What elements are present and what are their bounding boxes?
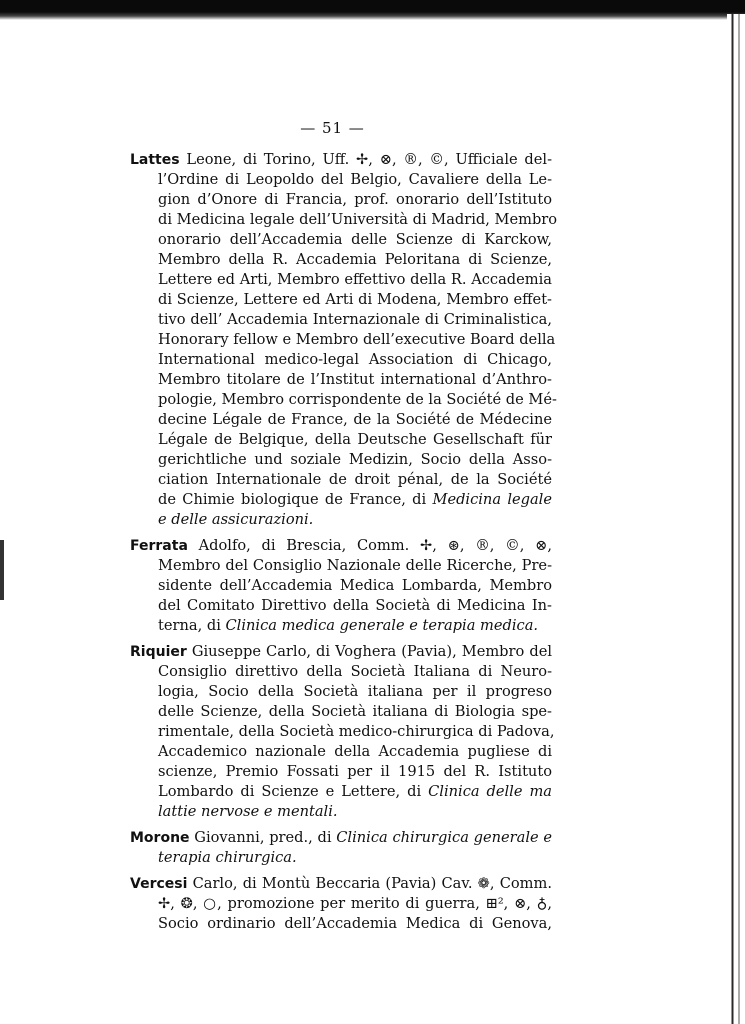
course-title: Clinica chirurgica generale e: [336, 829, 553, 846]
entry-text: Giovanni, pred., di: [194, 829, 332, 846]
entry-line: Membro della R. Accademia Peloritana di Scienze,: [158, 251, 552, 268]
entry-line: [130, 782, 552, 802]
entry-line: logia, Socio della Società italiana per il progreso: [158, 683, 552, 700]
entry-line: Socio ordinario dell’Accademia Medica di Genova,: [158, 915, 552, 932]
entry-line: [130, 510, 552, 530]
surname: Ferrata: [130, 538, 188, 554]
entry-line: delle Scienze, della Società italiana di Biologia spe-: [158, 703, 552, 720]
course-title: terapia chirurgica.: [158, 849, 297, 866]
entry-text: Giuseppe Carlo, di Voghera (Pavia), Membro del: [191, 643, 552, 660]
entry-line: gion d’Onore di Francia, prof. onorario dell’Istituto: [158, 191, 552, 208]
entry-line: di Medicina legale dell’Università di Madrid, Membro: [158, 211, 558, 228]
entry-line: Honorary fellow e Membro dell’executive Board della: [158, 331, 556, 348]
entry-line: International medico-legal Association di Chicago,: [158, 351, 552, 368]
entry-line: [130, 802, 552, 822]
entry-line: Membro del Consiglio Nazionale delle Ricerche, Pre-: [158, 557, 552, 574]
entry-line: del Comitato Direttivo della Società di Medicina In-: [158, 597, 552, 614]
surname: Lattes: [130, 152, 180, 168]
entry-line: Légale de Belgique, della Deutsche Gesellschaft für: [158, 431, 552, 448]
entry-line: Lettere ed Arti, Membro effettivo della R. Accademia: [158, 271, 552, 288]
entry-text: terna, di: [158, 617, 221, 634]
surname: Vercesi: [130, 876, 188, 892]
faculty-list: [130, 150, 558, 940]
entry-line: Accademico nazionale della Accademia pugliese di: [158, 743, 552, 760]
faculty-entry-riquier: [130, 642, 555, 822]
faculty-entry-morone: [130, 828, 552, 868]
scan-top-border: [0, 0, 745, 20]
entry-line: pologie, Membro corrispondente de la Société de Mé-: [158, 391, 557, 408]
entry-line: [130, 150, 552, 170]
entry-text: Adolfo, di Brescia, Comm. ✢, ⊛, ®, ©, ⊗,: [198, 537, 552, 554]
entry-line: sidente dell’Accademia Medica Lombarda, Membro: [158, 577, 552, 594]
entry-line: scienze, Premio Fossati per il 1915 del R. Istituto: [158, 763, 552, 780]
entry-line: ciation Internationale de droit pénal, de la Société: [158, 471, 552, 488]
page-number: — 51 —: [300, 119, 365, 137]
scan-left-mark: [0, 540, 4, 600]
course-title: lattie nervose e mentali.: [158, 803, 338, 820]
entry-line: [130, 828, 552, 848]
entry-line: [130, 536, 552, 556]
course-title: Clinica delle ma: [428, 783, 553, 800]
entry-line: di Scienze, Lettere ed Arti di Modena, Membro effet-: [158, 291, 552, 308]
entry-text: Leone, di Torino, Uff. ✢, ⊗, ®, ©, Ufficiale del-: [186, 151, 552, 168]
entry-text: de Chimie biologique de France, di: [158, 491, 427, 508]
entry-line: tivo dell’ Accademia Internazionale di Criminalistica,: [158, 311, 552, 328]
entry-line: Membro titolare de l’Institut international d’Anthro-: [158, 371, 552, 388]
surname: Riquier: [130, 644, 187, 660]
entry-line: Consiglio direttivo della Società Italiana di Neuro-: [158, 663, 552, 680]
entry-line: [130, 848, 552, 868]
entry-line: onorario dell’Accademia delle Scienze di Karckow,: [158, 231, 552, 248]
entry-line: gerichtliche und soziale Medizin, Socio della Asso-: [158, 451, 552, 468]
entry-line: [130, 642, 552, 662]
entry-line: [130, 616, 552, 636]
entry-line: rimentale, della Società medico-chirurgica di Padova,: [158, 723, 555, 740]
entry-line: decine Légale de France, de la Société de Médecine: [158, 411, 552, 428]
entry-text: Carlo, di Montù Beccaria (Pavia) Cav. ❁, Comm.: [192, 875, 552, 892]
surname: Morone: [130, 830, 190, 846]
entry-line: l’Ordine di Leopoldo del Belgio, Cavaliere della Le-: [158, 171, 552, 188]
entry-line: ✢, ❂, ○, promozione per merito di guerra, ⊞², ⊗, ♁,: [158, 895, 552, 912]
course-title: e delle assicurazioni.: [158, 511, 314, 528]
entry-line: [130, 490, 552, 510]
faculty-entry-ferrata: [130, 536, 552, 636]
faculty-entry-vercesi: [130, 874, 552, 934]
faculty-entry-lattes: [130, 150, 558, 530]
course-title: Clinica medica generale e terapia medica.: [225, 617, 539, 634]
course-title: Medicina legale: [432, 491, 552, 508]
scan-binding-edge: [727, 14, 745, 1024]
entry-line: [130, 874, 552, 894]
entry-text: Lombardo di Scienze e Lettere, di: [158, 783, 422, 800]
